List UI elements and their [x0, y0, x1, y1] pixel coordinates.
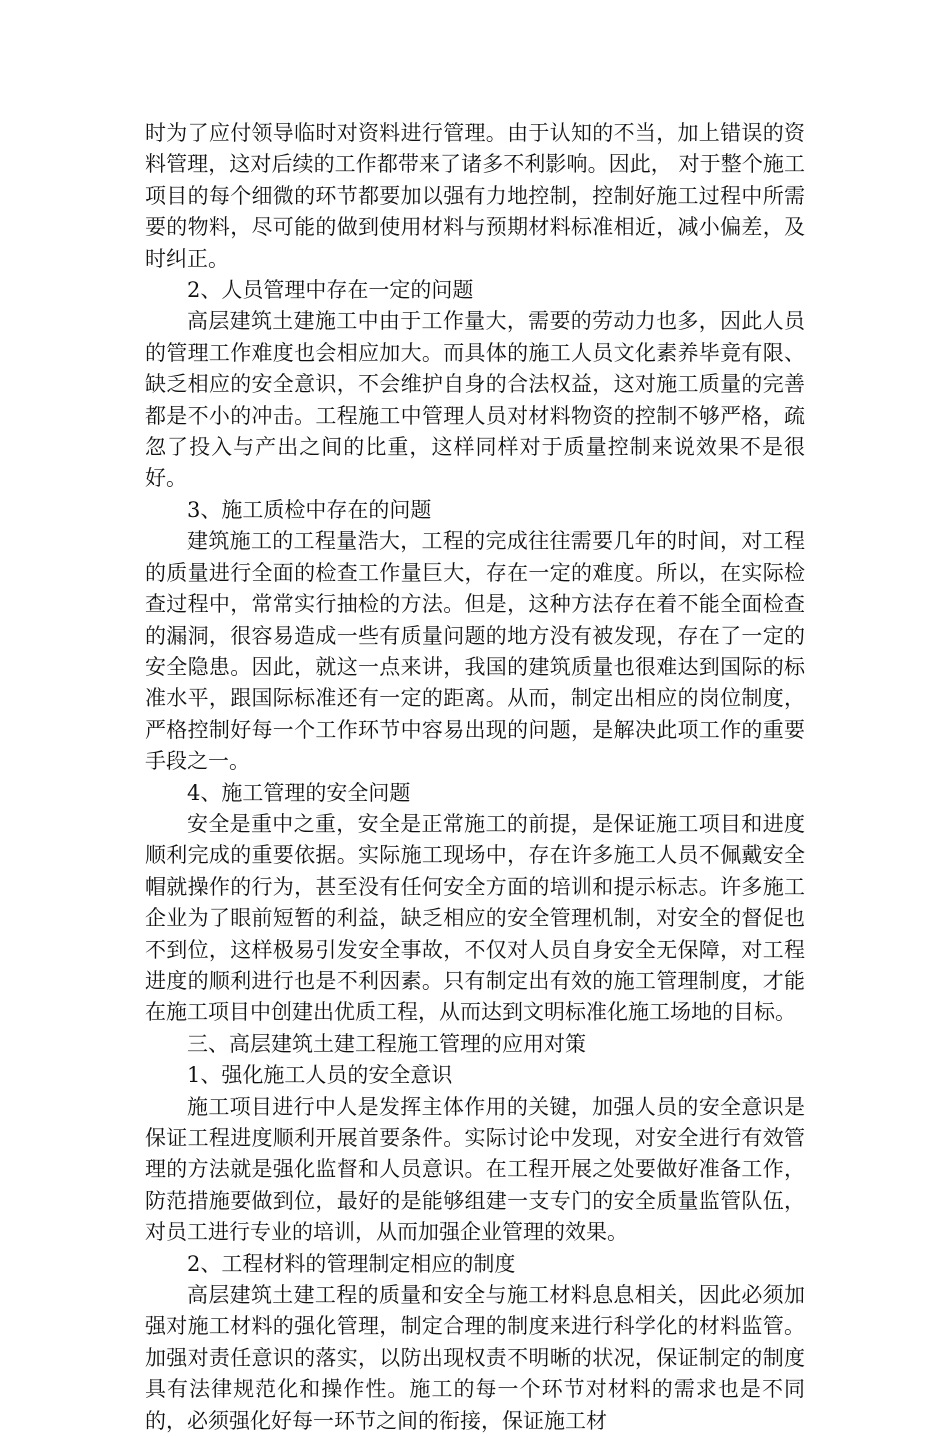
heading-quality-inspection-issues: 3、施工质检中存在的问题 — [187, 497, 432, 522]
paragraph-material-management-system: 高层建筑土建工程的质量和安全与施工材料息息相关，因此必须加强对施工材料的强化管理，制定合理的制度来进行科学化的材料监管。加强对责任意识的落实，以防出现权责不明晰的状况，保证制定的制度具有法律规范化和操作性。施工的每一个环节对材料的需求也是不同的，必须强化好每一环节之间的衔接，保证施工材 — [145, 1283, 805, 1433]
paragraph-safety-awareness: 施工项目进行中人是发挥主体作用的关键，加强人员的安全意识是保证工程进度顺利开展首要条件。实际讨论中发现，对安全进行有效管理的方法就是强化监督和人员意识。在工程开展之处要做好准备工作，防范措施要做到位，最好的是能够组建一支专门的安全质量监管队伍，对员工进行专业的培训，从而加强企业管理的效果。 — [145, 1094, 805, 1245]
heading-personnel-management-issues: 2、人员管理中存在一定的问题 — [187, 278, 474, 303]
paragraph-material-management-continued: 时为了应付领导临时对资料进行管理。由于认知的不当，加上错误的资料管理，这对后续的工作都带来了诸多不利影响。因此， 对于整个施工项目的每个细微的环节都要加以强有力地控制，控制好施工过程中所需要的物料，尽可能的做到使用材料与预期材料标准相近，减小偏差，及时纠正。 — [145, 121, 805, 271]
heading-material-management-system: 2、工程材料的管理制定相应的制度 — [187, 1251, 516, 1276]
heading-section-three-countermeasures: 三、高层建筑土建工程施工管理的应用对策 — [187, 1031, 586, 1056]
paragraph-safety: 安全是重中之重，安全是正常施工的前提，是保证施工项目和进度顺利完成的重要依据。实际施工现场中，存在许多施工人员不佩戴安全帽就操作的行为，甚至没有任何安全方面的培训和提示标志。许多施工企业为了眼前短暂的利益，缺乏相应的安全管理机制，对安全的督促也不到位，这样极易引发安全事故，不仅对人员自身安全无保障，对工程进度的顺利进行也是不利因素。只有制定出有效的施工管理制度，才能在施工项目中创建出优质工程，从而达到文明标准化施工场地的目标。 — [145, 811, 805, 1025]
heading-strengthen-safety-awareness: 1、强化施工人员的安全意识 — [187, 1063, 453, 1088]
heading-safety-issues: 4、施工管理的安全问题 — [187, 780, 411, 805]
document-body — [145, 118, 805, 1437]
paragraph-quality-inspection: 建筑施工的工程量浩大，工程的完成往往需要几年的时间，对工程的质量进行全面的检查工作量巨大，存在一定的难度。所以，在实际检查过程中，常常实行抽检的方法。但是，这种方法存在着不能全面检查的漏洞，很容易造成一些有质量问题的地方没有被发现，存在了一定的安全隐患。因此，就这一点来讲，我国的建筑质量也很难达到国际的标准水平，跟国际标准还有一定的距离。从而，制定出相应的岗位制度，严格控制好每一个工作环节中容易出现的问题，是解决此项工作的重要手段之一。 — [145, 529, 805, 774]
paragraph-personnel-management: 高层建筑土建施工中由于工作量大，需要的劳动力也多，因此人员的管理工作难度也会相应加大。而具体的施工人员文化素养毕竟有限、缺乏相应的安全意识，不会维护自身的合法权益，这对施工质量的完善都是不小的冲击。工程施工中管理人员对材料物资的控制不够严格，疏忽了投入与产出之间的比重，这样同样对于质量控制来说效果不是很好。 — [145, 309, 805, 491]
